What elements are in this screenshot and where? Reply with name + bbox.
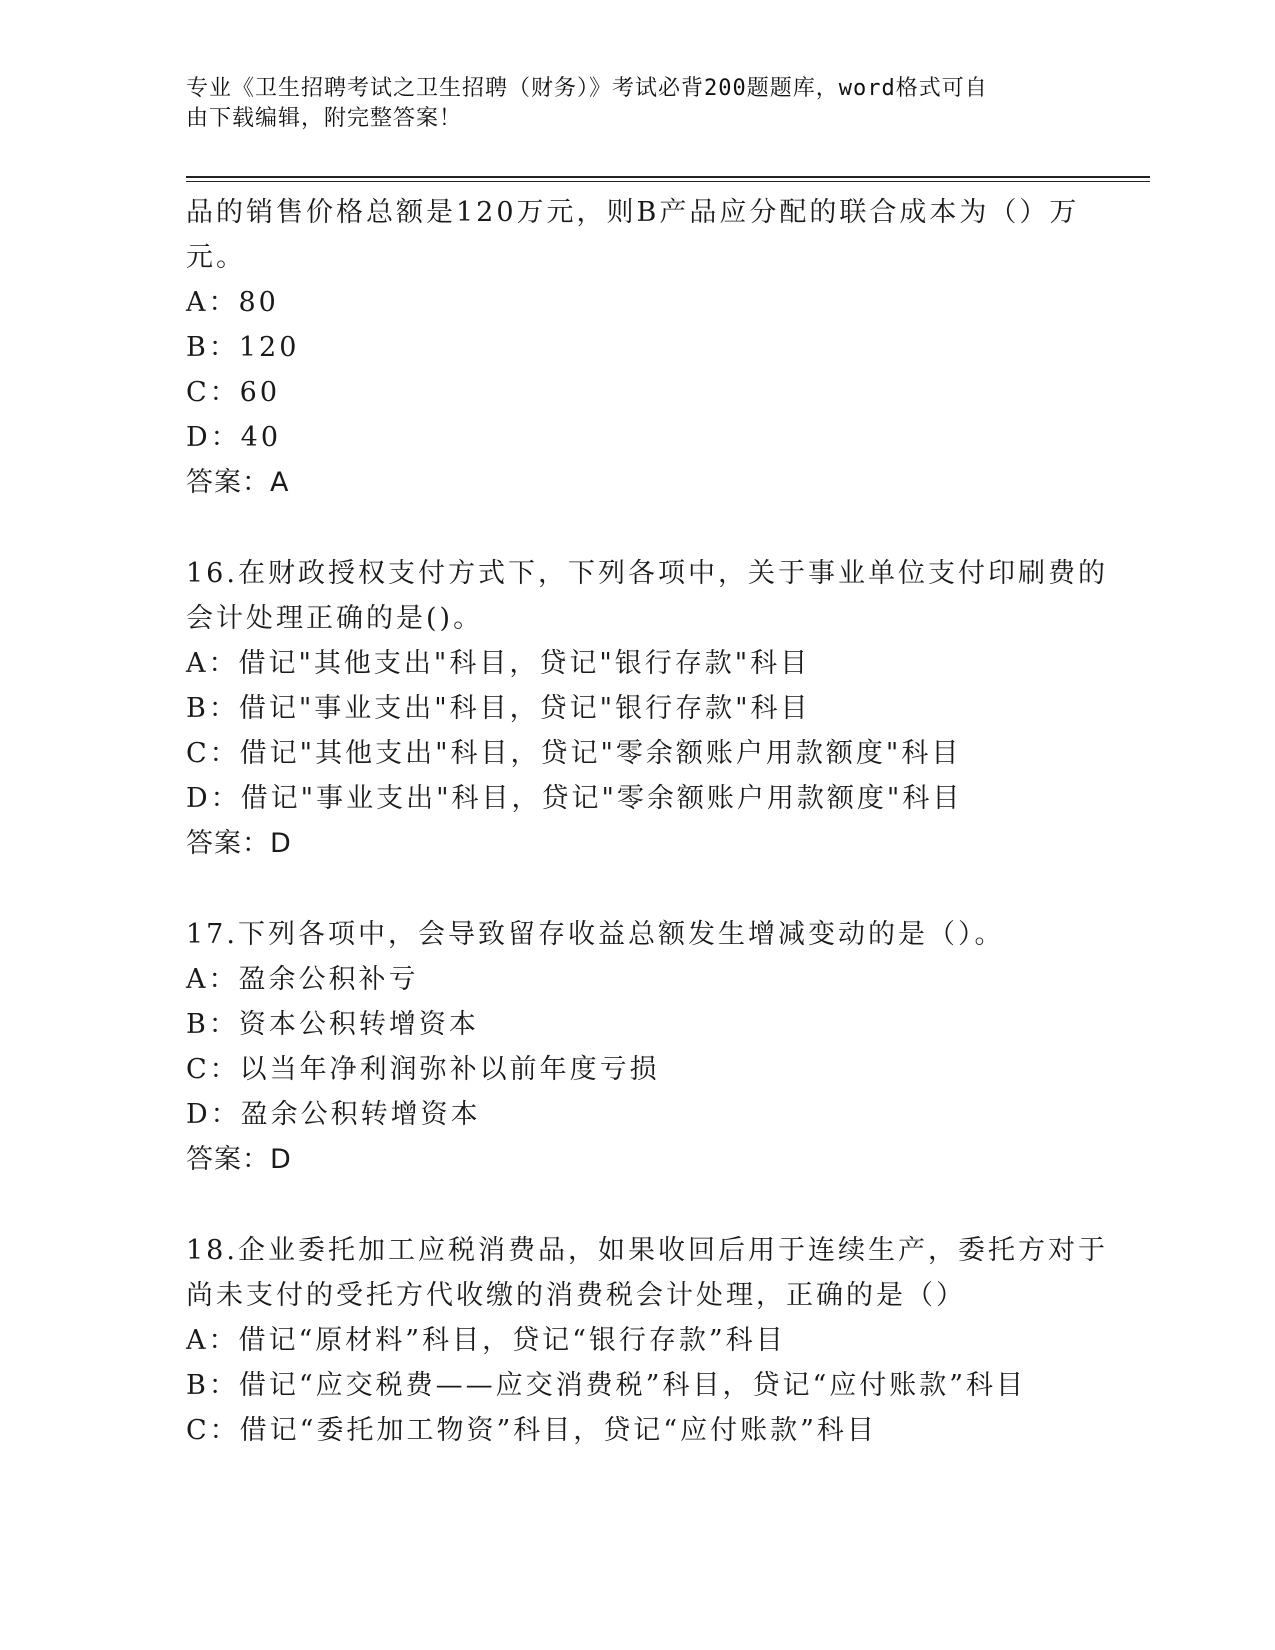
option-b: B：120 bbox=[186, 332, 300, 363]
question-stem: 18.企业委托加工应税消费品，如果收回后用于连续生产，委托方对于 bbox=[186, 1235, 1108, 1266]
question-stem: 16.在财政授权支付方式下，下列各项中，关于事业单位支付印刷费的 bbox=[186, 558, 1108, 589]
header-divider-thin bbox=[186, 181, 1150, 182]
header-line-2: 由下载编辑，附完整答案！ bbox=[186, 106, 463, 131]
option-a: A：盈余公积补亏 bbox=[186, 964, 419, 995]
question-stem: 17.下列各项中，会导致留存收益总额发生增减变动的是（）。 bbox=[186, 919, 1005, 950]
spacer bbox=[186, 866, 1086, 912]
option-b: B：借记"事业支出"科目，贷记"银行存款"科目 bbox=[186, 693, 811, 724]
answer-line: 答案：A bbox=[186, 467, 290, 498]
option-c: C：60 bbox=[186, 377, 281, 408]
answer-line: 答案：D bbox=[186, 1144, 292, 1175]
option-b: B：资本公积转增资本 bbox=[186, 1009, 479, 1040]
answer-line: 答案：D bbox=[186, 828, 292, 859]
question-stem: 尚未支付的受托方代收缴的消费税会计处理，正确的是（） bbox=[186, 1280, 966, 1311]
question-stem: 会计处理正确的是()。 bbox=[186, 603, 484, 634]
document-header bbox=[186, 74, 1086, 134]
question-16 bbox=[186, 551, 1108, 866]
option-c: C：以当年净利润弥补以前年度亏损 bbox=[186, 1054, 660, 1085]
option-a: A：借记“原材料”科目，贷记“银行存款”科目 bbox=[186, 1325, 786, 1356]
option-d: D：40 bbox=[186, 422, 282, 453]
option-c: C：借记"其他支出"科目，贷记"零余额账户用款额度"科目 bbox=[186, 738, 962, 769]
question-body bbox=[186, 190, 1108, 1453]
spacer bbox=[186, 505, 1086, 551]
spacer bbox=[186, 1182, 1086, 1228]
option-d: D：借记"事业支出"科目，贷记"零余额账户用款额度"科目 bbox=[186, 783, 963, 814]
question-stem: 元。 bbox=[186, 242, 246, 273]
option-b: B：借记“应交税费——应交消费税”科目，贷记“应付账款”科目 bbox=[186, 1370, 1027, 1401]
question-stem: 品的销售价格总额是120万元，则B产品应分配的联合成本为（）万 bbox=[186, 197, 1080, 228]
question-15 bbox=[186, 190, 1086, 505]
option-a: A：借记"其他支出"科目，贷记"银行存款"科目 bbox=[186, 648, 811, 679]
option-d: D：盈余公积转增资本 bbox=[186, 1099, 481, 1130]
option-c: C：借记“委托加工物资”科目，贷记“应付账款”科目 bbox=[186, 1415, 877, 1446]
question-17 bbox=[186, 912, 1086, 1182]
question-18 bbox=[186, 1228, 1108, 1453]
header-divider-thick bbox=[186, 176, 1150, 178]
option-a: A：80 bbox=[186, 287, 279, 318]
header-line-1: 专业《卫生招聘考试之卫生招聘（财务）》考试必背200题题库，word格式可自 bbox=[186, 76, 988, 101]
